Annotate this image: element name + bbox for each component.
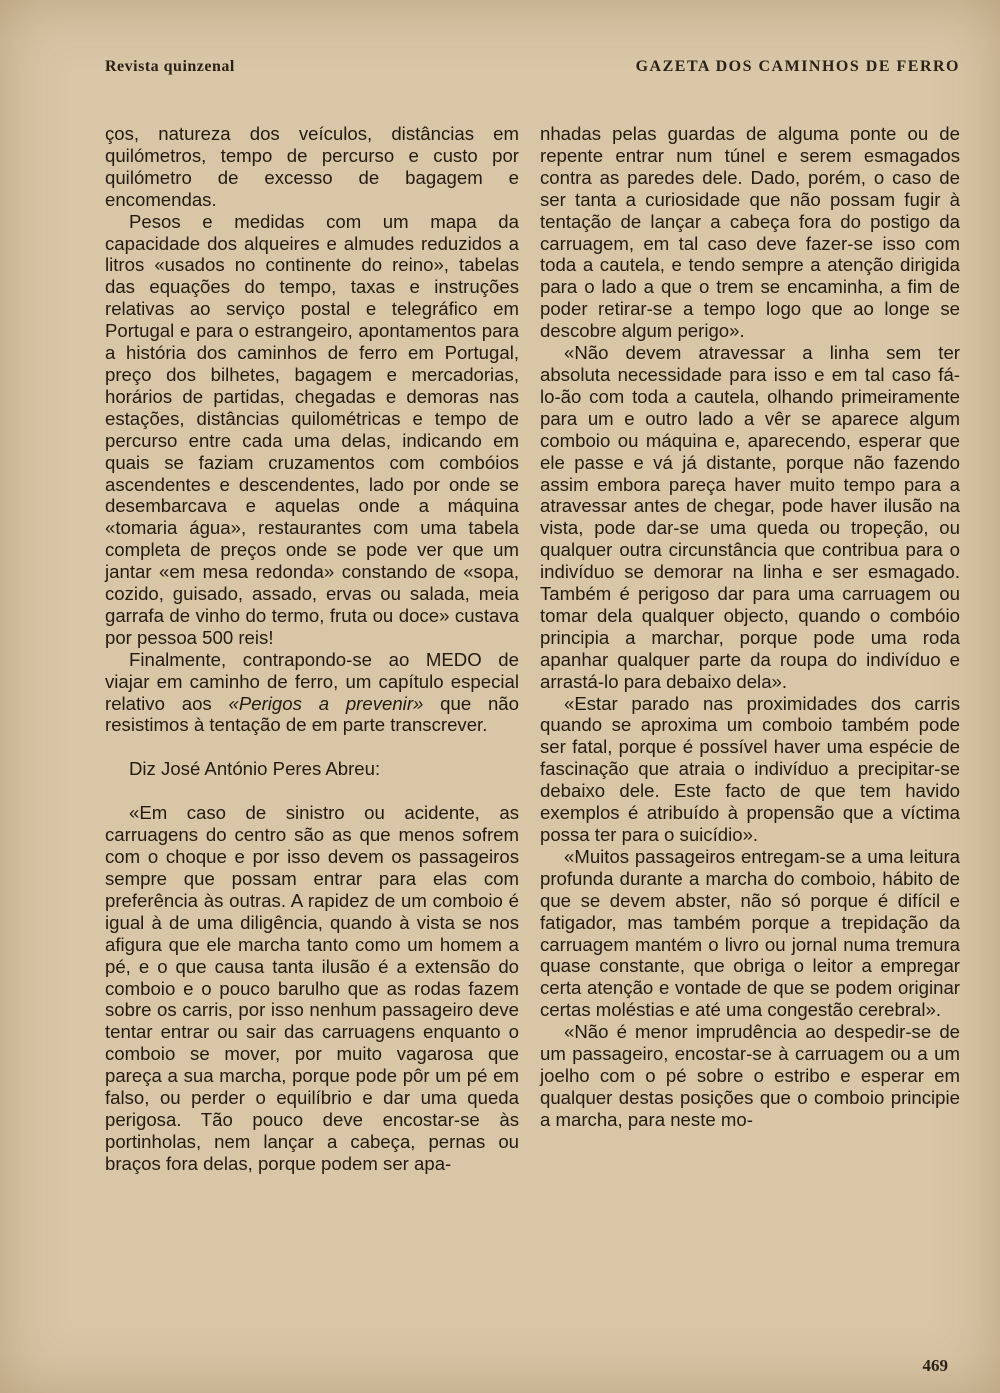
paragraph: nhadas pelas guardas de alguma ponte ou de repente entrar num túnel e serem esmagados contra as paredes dele. Dado, porém, o caso de ser tanta a curiosidade que não possam fugir à tentação de lançar a cabeça fora do postigo da carruagem, em tal caso deve fazer-se isso com toda a cautela, e tendo sempre a atenção dirigida para o lado a que o trem se encaminha, a fim de poder retirar-se a tempo logo que ao longe se descobre algum perigo». — [540, 123, 960, 342]
paragraph: «Em caso de sinistro ou acidente, as carruagens do centro são as que menos sofrem com o choque e por isso devem os passageiros sempre que possam entrar para elas com preferência às outras. A rapidez de um comboio é igual à de uma diligência, quando à vista se nos afigura que ele marcha tanto como um homem a pé, e o que causa tanta ilusão é a extensão do comboio e o pouco barulho que as rodas fazem sobre os carris, por isso nenhum passageiro deve tentar entrar ou sair das carruagens enquanto o comboio se mover, por muito vagarosa que pareça a sua marcha, porque pode pôr um pé em falso, ou perder o equilíbrio e dar uma queda perigosa. Tão pouco deve encostar-se às portinholas, nem lançar a cabeça, pernas ou braços fora delas, porque podem ser apa- — [105, 802, 519, 1174]
paragraph: «Muitos passageiros entregam-se a uma leitura profunda durante a marcha do comboio, hábito de que se devem abster, não só porque é difícil e fatigador, mas também porque a trepidação da carruagem mantém o livro ou jornal numa tremura quase constante, que obriga o leitor a empregar certa atenção e vontade de que se podem originar certas moléstias e até uma congestão cerebral». — [540, 845, 960, 1021]
page-number: 469 — [922, 1356, 948, 1375]
paragraph: «Estar parado nas proximidades dos carris quando se aproxima um comboio também pode ser fatal, porque é possível haver uma espécie de fascinação que atraia o indivíduo a precipitar-se debaixo dele. Este facto de que tem havido exemplos é atribuído à propensão que a víctima possa ter para o suicídio». — [540, 692, 960, 845]
italic-title: «Perigos a prevenir» — [228, 692, 424, 714]
paragraph — [105, 649, 519, 737]
paragraph-text: Finalmente, contrapondo-se ao MEDO de viajar em caminho de ferro, um capítulo especial relativo aos — [105, 648, 519, 714]
left-column — [105, 123, 519, 1175]
paragraph: «Não é menor imprudência ao despedir-se de um passageiro, encostar-se à carruagem ou a um joelho com o pé sobre o estribo e esperar em qualquer destas posições que o comboio principie a marcha, para neste mo- — [540, 1021, 960, 1130]
paragraph: Pesos e medidas com um mapa da capacidade dos alqueires e almudes reduzidos a litros «usados no continente do reino», tabelas das equações do tempo, taxas e instruções relativas ao serviço postal e telegráfico em Portugal e para o estrangeiro, apontamentos para a história dos caminhos de ferro em Portugal, preço dos bilhetes, bagagem e mercadorias, horários de partidas, chegadas e demoras nas estações, distâncias quilométricas e tempo de percurso entre cada uma delas, indicando em quais se faziam cruzamentos com combóios ascendentes e descendentes, lado por onde se desembarcava e aquelas onde a máquina «tomaria água», restaurantes com uma tabela completa de preços onde se pode ver que um jantar «em mesa redonda» constando de «sopa, cozido, guisado, assado, ervas ou salada, meia garrafa de vinho do termo, fruta ou doce» custava por pessoa 500 reis! — [105, 210, 519, 648]
right-column — [540, 123, 960, 1131]
paragraph-text: que não resistimos à tentação de em parte transcrever. — [105, 692, 519, 736]
speaker-line: Diz José António Peres Abreu: — [129, 758, 381, 780]
running-header — [0, 58, 1000, 82]
header-right: GAZETA DOS CAMINHOS DE FERRO — [635, 58, 960, 75]
header-left: Revista quinzenal — [105, 58, 235, 75]
paragraph: ços, natureza dos veículos, distâncias em quilómetros, tempo de percurso e custo por quilómetro de excesso de bagagem e encomendas. — [105, 123, 519, 210]
paragraph: «Não devem atravessar a linha sem ter absoluta necessidade para isso e em tal caso fá-lo-ão com toda a cautela, olhando primeiramente para um e outro lado a vêr se aparece algum comboio ou máquina e, aparecendo, esperar que ele passe e vá já distante, porque não fazendo assim embora pareça haver muito tempo para a atravessar antes de chegar, pode haver ilusão na vista, pode dar-se uma queda ou tropeção, ou qualquer outra circunstância que contribua para o indivíduo se demorar na linha e ser esmagado. Também é perigoso dar para uma carruagem ou tomar dela qualquer objecto, quando o combóio principia a marchar, porque pode uma roda apanhar qualquer parte da roupa do indivíduo e arrastá-lo para debaixo dela». — [540, 342, 960, 692]
